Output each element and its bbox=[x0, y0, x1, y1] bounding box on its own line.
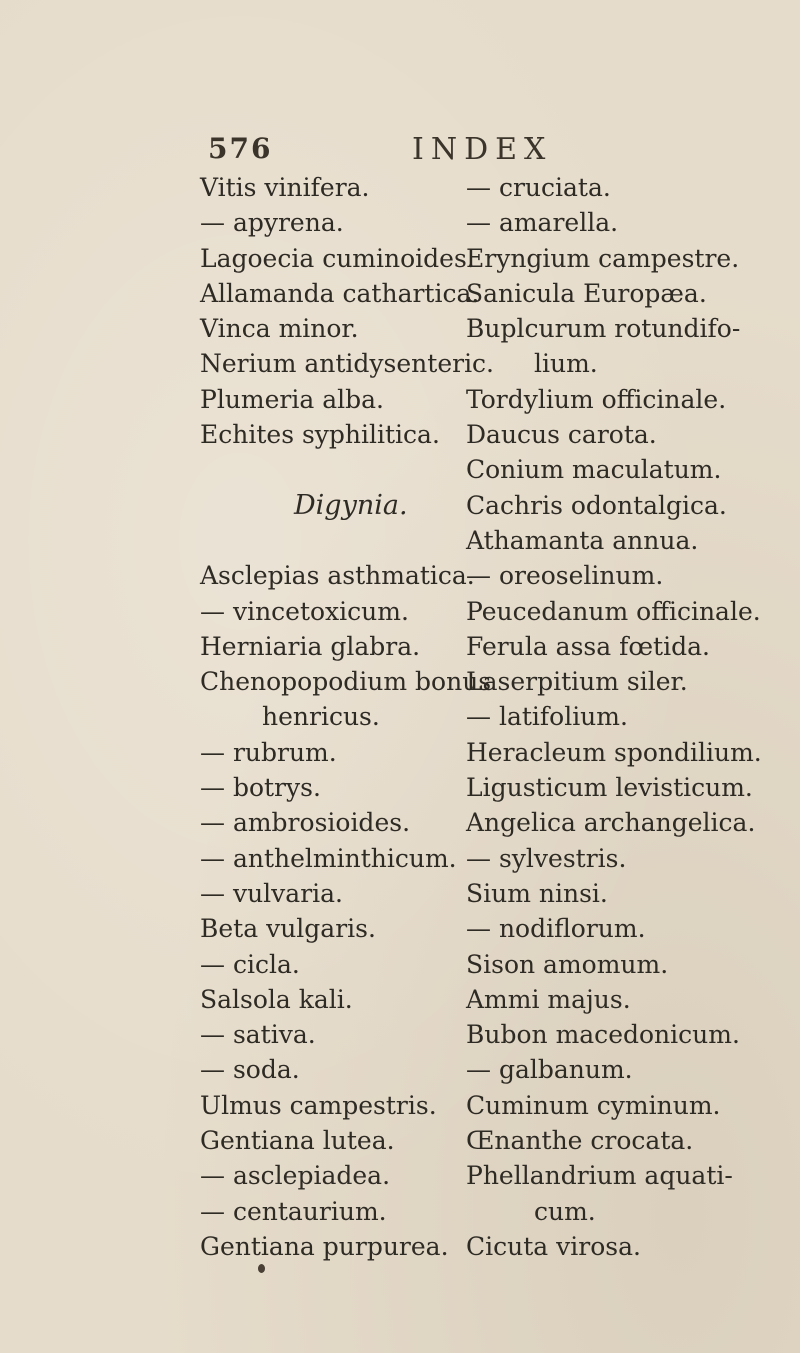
index-entry: Plumeria alba. bbox=[200, 384, 384, 414]
index-entry: Vitis vinifera. bbox=[200, 173, 370, 202]
index-entry: Vinca minor. bbox=[200, 314, 359, 344]
running-head: INDEX bbox=[412, 132, 553, 167]
index-entry: Sison amomum. bbox=[466, 949, 669, 979]
right-column bbox=[466, 170, 796, 1264]
index-entry: Salsola kali. bbox=[200, 984, 353, 1014]
index-entry-continuation: cum. bbox=[534, 1196, 596, 1226]
index-entry: — ambrosioides. bbox=[200, 808, 411, 838]
index-entry-continuation: lium. bbox=[534, 349, 598, 379]
index-entry: Eryngium campestre. bbox=[466, 243, 740, 273]
index-entry: Bubon macedonicum. bbox=[466, 1020, 740, 1050]
index-entry: — rubrum. bbox=[200, 737, 337, 767]
index-entry: Lagoecia cuminoides. bbox=[200, 243, 475, 273]
index-entry: — centaurium. bbox=[200, 1196, 387, 1226]
index-entry-continuation: henricus. bbox=[262, 702, 380, 732]
index-entry: — galbanum. bbox=[466, 1055, 633, 1085]
index-entry: Cicuta virosa. bbox=[466, 1231, 641, 1261]
index-entry: Asclepias asthmatica. bbox=[200, 561, 475, 591]
index-entry: Sanicula Europæa. bbox=[466, 278, 707, 308]
index-entry: — anthelminthicum. bbox=[200, 843, 457, 873]
index-entry: Laserpitium siler. bbox=[466, 667, 688, 697]
index-entry: — cicla. bbox=[200, 949, 300, 979]
page-header bbox=[0, 132, 800, 172]
ink-speck bbox=[258, 1264, 265, 1273]
index-entry: — apyrena. bbox=[200, 208, 344, 238]
index-entry: Gentiana lutea. bbox=[200, 1126, 395, 1156]
index-entry: Peucedanum officinale. bbox=[466, 596, 761, 626]
index-entry: Nerium antidysenteric. bbox=[200, 349, 495, 379]
index-entry: — oreoselinum. bbox=[466, 561, 664, 591]
index-entry: Cuminum cyminum. bbox=[466, 1090, 721, 1120]
index-entry: Gentiana purpurea. bbox=[200, 1231, 449, 1261]
index-entry: — sativa. bbox=[200, 1020, 316, 1050]
index-entry: — sylvestris. bbox=[466, 843, 627, 873]
index-entry: Œnanthe crocata. bbox=[466, 1126, 694, 1156]
index-entry: Phellandrium aquati- bbox=[466, 1161, 733, 1191]
index-entry: — amarella. bbox=[466, 208, 619, 238]
index-entry: Allamanda cathartica. bbox=[200, 278, 480, 308]
index-entry: Ligusticum levisticum. bbox=[466, 773, 753, 803]
index-entry: Buplcurum rotundifo- bbox=[466, 314, 741, 344]
index-entry: Angelica archangelica. bbox=[466, 808, 756, 838]
page-number: 576 bbox=[208, 132, 273, 165]
index-entry: Ulmus campestris. bbox=[200, 1090, 437, 1120]
index-entry: Sium ninsi. bbox=[466, 878, 608, 908]
index-entry: Daucus carota. bbox=[466, 420, 657, 450]
index-entry: Ferula assa fœtida. bbox=[466, 631, 710, 661]
index-entry: — vincetoxicum. bbox=[200, 596, 409, 626]
index-entry: — cruciata. bbox=[466, 173, 611, 202]
section-heading: Digynia. bbox=[294, 489, 408, 521]
index-entry: Herniaria glabra. bbox=[200, 631, 421, 661]
index-entry: Chenopopodium bonus bbox=[200, 667, 492, 697]
index-entry: Athamanta annua. bbox=[466, 525, 699, 555]
index-entry: — nodiflorum. bbox=[466, 914, 646, 944]
index-entry: — latifolium. bbox=[466, 702, 628, 732]
index-entry: — vulvaria. bbox=[200, 878, 343, 908]
index-entry: Echites syphilitica. bbox=[200, 420, 440, 450]
index-entry: Cachris odontalgica. bbox=[466, 490, 727, 520]
index-entry: — soda. bbox=[200, 1055, 300, 1085]
index-entry: Conium maculatum. bbox=[466, 455, 722, 485]
index-entry: Ammi majus. bbox=[466, 984, 631, 1014]
index-entry: Tordylium officinale. bbox=[466, 384, 727, 414]
index-entry: Heracleum spondilium. bbox=[466, 737, 762, 767]
index-entry: Beta vulgaris. bbox=[200, 914, 376, 944]
index-entry: — asclepiadea. bbox=[200, 1161, 391, 1191]
index-entry: — botrys. bbox=[200, 773, 321, 803]
